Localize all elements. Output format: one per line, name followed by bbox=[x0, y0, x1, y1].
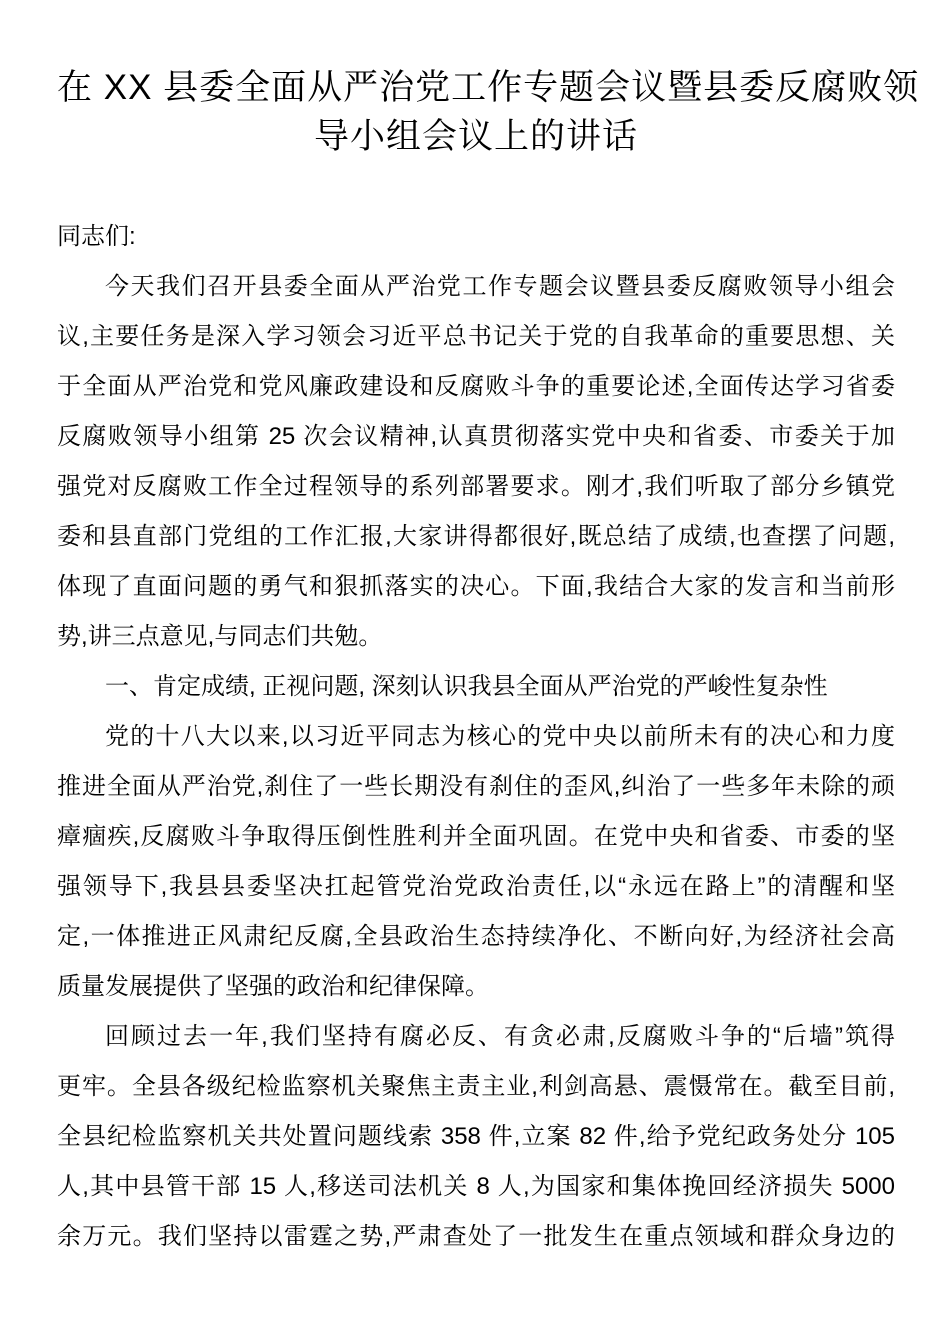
paragraph-line: 议,主要任务是深入学习领会习近平总书记关于党的自我革命的重要思想、关 bbox=[57, 323, 895, 350]
paragraph-line: 强领导下,我县县委坚决扛起管党治党政治责任,以“永远在路上”的清醒和坚 bbox=[57, 873, 895, 900]
paragraph-line: 今天我们召开县委全面从严治党工作专题会议暨县委反腐败领导小组会 bbox=[105, 273, 895, 300]
title-line-2: 导小组会议上的讲话 bbox=[313, 117, 638, 156]
paragraph-line: 人,其中县管干部 15 人,移送司法机关 8 人,为国家和集体挽回经济损失 5000 bbox=[57, 1173, 895, 1200]
paragraph-line: 强党对反腐败工作全过程领导的系列部署要求。刚才,我们听取了部分乡镇党 bbox=[57, 473, 895, 500]
paragraph-line: 瘴痼疾,反腐败斗争取得压倒性胜利并全面巩固。在党中央和省委、市委的坚 bbox=[57, 823, 895, 850]
document-title bbox=[57, 63, 920, 161]
title-line-1: 在 XX 县委全面从严治党工作专题会议暨县委反腐败领 bbox=[57, 68, 920, 107]
paragraph-line: 回顾过去一年,我们坚持有腐必反、有贪必肃,反腐败斗争的“后墙”筑得 bbox=[105, 1023, 895, 1050]
paragraph-line: 质量发展提供了坚强的政治和纪律保障。 bbox=[57, 973, 489, 1000]
paragraph-line: 反腐败领导小组第 25 次会议精神,认真贯彻落实党中央和省委、市委关于加 bbox=[57, 423, 895, 450]
paragraph-line: 全县纪检监察机关共处置问题线索 358 件,立案 82 件,给予党纪政务处分 105 bbox=[57, 1123, 895, 1150]
paragraph-line: 余万元。我们坚持以雷霆之势,严肃查处了一批发生在重点领域和群众身边的 bbox=[57, 1223, 895, 1250]
section-heading: 一、肯定成绩, 正视问题, 深刻认识我县全面从严治党的严峻性复杂性 bbox=[105, 673, 828, 700]
paragraph-line: 推进全面从严治党,刹住了一些长期没有刹住的歪风,纠治了一些多年未除的顽 bbox=[57, 773, 895, 800]
paragraph-line: 更牢。全县各级纪检监察机关聚焦主责主业,利剑高悬、震慑常在。截至目前, bbox=[57, 1073, 895, 1100]
paragraph-line: 体现了直面问题的勇气和狠抓落实的决心。下面,我结合大家的发言和当前形 bbox=[57, 573, 895, 600]
paragraph-line: 定,一体推进正风肃纪反腐,全县政治生态持续净化、不断向好,为经济社会高 bbox=[57, 923, 895, 950]
paragraph-line: 党的十八大以来,以习近平同志为核心的党中央以前所未有的决心和力度 bbox=[105, 723, 895, 750]
salutation-line: 同志们: bbox=[57, 223, 136, 250]
document-body bbox=[57, 212, 895, 1262]
paragraph-line: 委和县直部门党组的工作汇报,大家讲得都很好,既总结了成绩,也查摆了问题, bbox=[57, 523, 895, 550]
paragraph-line: 于全面从严治党和党风廉政建设和反腐败斗争的重要论述,全面传达学习省委 bbox=[57, 373, 895, 400]
paragraph-line: 势,讲三点意见,与同志们共勉。 bbox=[57, 623, 383, 650]
